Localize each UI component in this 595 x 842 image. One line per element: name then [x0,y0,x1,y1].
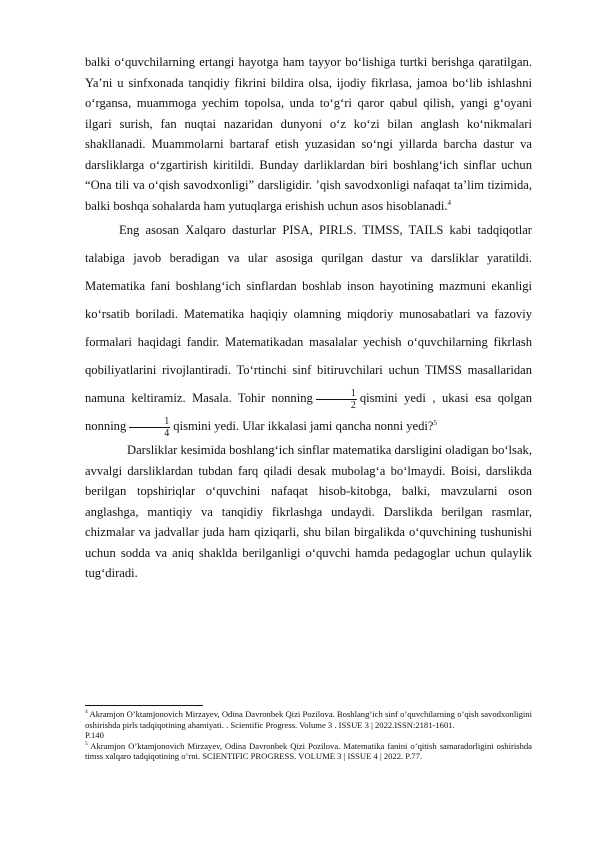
fraction-1-numerator: 1 [316,388,357,400]
paragraph-2 [85,216,532,440]
fraction-2-denominator: 4 [164,427,170,439]
paragraph-3: Darsliklar kesimida boshlang‘ich sinflar matematika darsligini oladigan bo‘lsak, avvalgi darsliklardan tubdan farq qiladi desak mubolag‘a bo‘lmaydi. Boisi, darslikda berilgan topshiriqlar o‘quvchini nafaqat hisob-kitobga, balki, mavzularni oson anglashga, mantiqiy va tanqidiy fikrlashga undaydi. Darslikda berilgan rasmlar, chizmalar va jadvallar juda ham qiziqarli, shu bilan birgalikda o‘quvchining tushunishi uchun sodda va aniq shaklda berilganligi o‘quvchi hamda pedagoglar uchun qulaylik tug‘diradi. [85,443,532,580]
main-text [85,52,532,584]
fraction-one-half [316,388,357,411]
paragraph-1 [85,52,532,216]
footnote-5-text: Akramjon O’ktamjonovich Mirzayev, Odina Davronbek Qizi Pozilova. Matematika fanini o’qitish samaradorligini oshirishda timss xalqaro tadqiqotining o’rni. SCIENTIFIC PROGRESS. VOLUME 3 | ISSUE 4 | 2022. P.77. [85,740,532,762]
paragraph-2-text-a: Eng asosan Xalqaro dasturlar PISA, PIRLS. TIMSS, TAILS kabi tadqiqotlar talabiga javob beradigan va ular asosiga qurilgan dastur va darsliklar yaratildi. Matematika fani boshlang‘ich sinflardan boshlab inson hayotining mazmuni ekanligi ko‘rsatib boriladi. Matematika haqiqiy olamning miqdoriy munosabatlari va fazoviy formalari haqidagi fandir. Matematikadan masalalar yechish o‘quvchilarning fikrlash qobiliyatlarini rivojlantiradi. To‘rtinchi sinf bitiruvchilari uchun TIMSS masallaridan namuna keltiramiz. Masala. Tohir nonning [85,223,532,405]
footnote-4 [85,709,532,741]
footnote-ref-5[interactable]: 5 [433,418,437,427]
paragraph-1-text: balki o‘quvchilarning ertangi hayotga ham tayyor bo‘lishiga turtki berishga qaratilgan. Ya’ni u sinfxonada tanqidiy fikrini bildira olsa, ijodiy fikrlasa, jamoa bo‘lib ishlashni o‘rgansa, muammoga yechim topolsa, unda to‘g‘ri qaror qabul qilish, yangi g‘oyani ilgari surish, fan nuqtai nazaridan dunyoni o‘z ko‘zi bilan anglash ko‘nikmalari shakllanadi. Muammolarni bartaraf etish yuzasidan so‘ngi yillarda barcha dastur va darsliklarga o‘zgartirish kiritildi. Bunday darliklardan biri boshlang‘ich sinflar uchun “Ona tili va o‘qish savodxonligi” darsligidir. ’qish savodxonligi nafaqat ta’lim tizimida, balki boshqa sohalarda ham yutuqlarga erishish uchun asos hisoblanadi. [85,55,532,213]
footnote-4-page: P.140 [85,730,104,741]
footnotes [85,709,532,762]
footnote-5-number: 5 [85,740,88,747]
footnote-5 [85,741,532,762]
fraction-2-numerator: 1 [129,416,170,428]
paragraph-2-text-b: qismini yedi , ukasi esa qolgan nonning [85,391,532,433]
footnote-4-text: Akramjon O’ktamjonovich Mirzayev, Odina Davronbek Qizi Pozilova. Boshlang’ich sinf o’quvchilarning o’qish savodxonligini oshirishda pirls tadqiqotining ahamiyati. . Scientific Progress. Volume 3 . ISSUE 3 | 2022.ISSN:2181-1601. [85,709,532,730]
fraction-one-quarter [129,416,170,439]
footnote-divider [85,705,203,706]
footnote-ref-4[interactable]: 4 [447,198,451,207]
footnote-4-number: 4 [85,709,88,716]
paragraph-2-text-c: qismini yedi. Ular ikkalasi jami qancha nonni yedi? [173,419,434,433]
fraction-1-denominator: 2 [350,399,356,411]
